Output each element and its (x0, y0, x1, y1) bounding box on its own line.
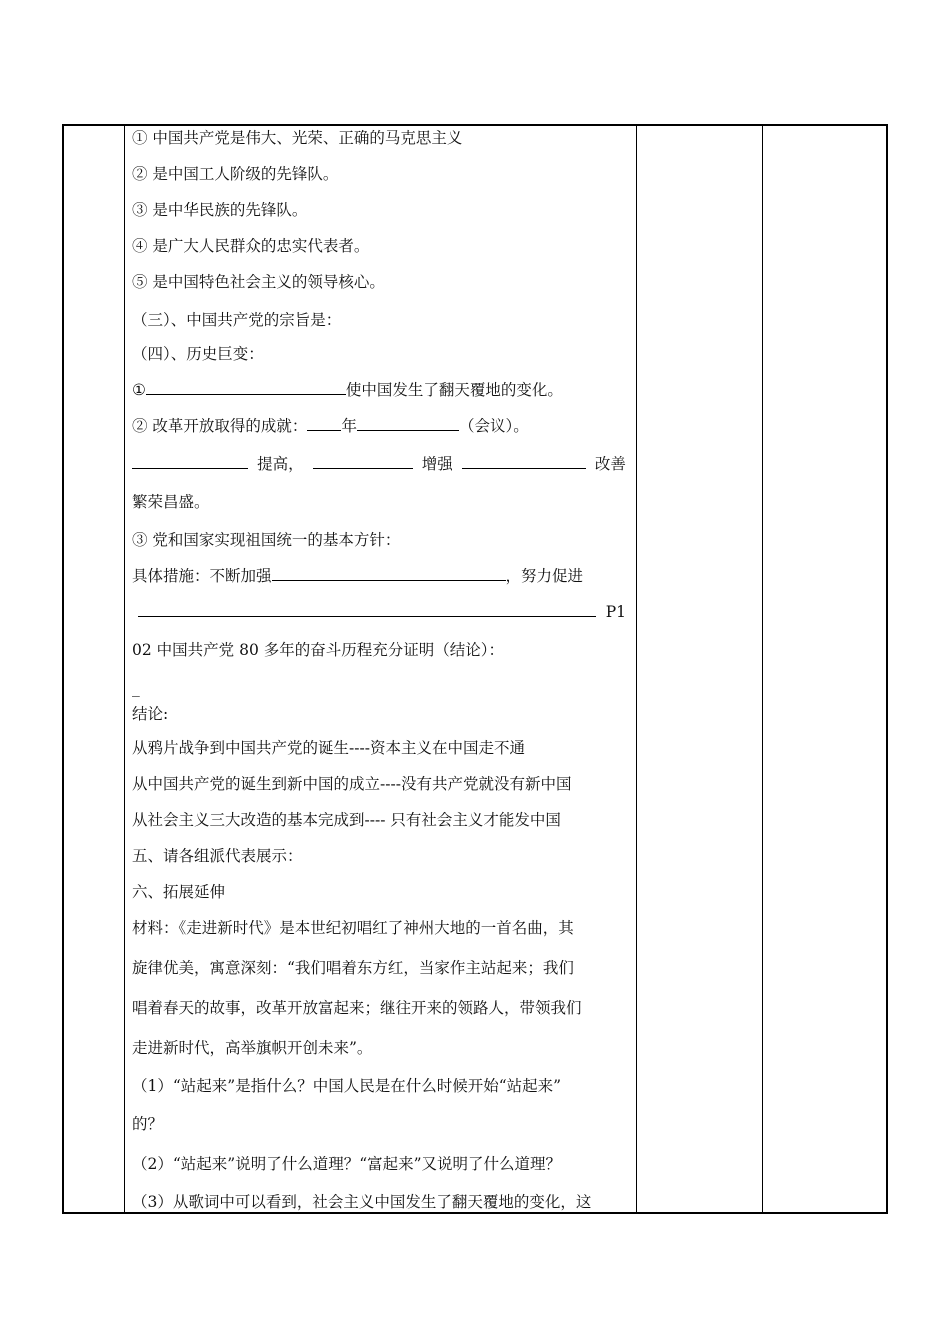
fill-line-3 (132, 454, 626, 474)
material-line-4: 走进新时代，高举旗帜开创未来”。 (132, 1039, 373, 1057)
question-1-cont: 的？ (132, 1115, 164, 1133)
fill-line-1 (132, 380, 563, 400)
year-blank[interactable] (307, 416, 341, 431)
answer-blank[interactable] (146, 380, 346, 395)
point-3: ③ 是中华民族的先锋队。 (132, 201, 308, 219)
conclusion-3: 从社会主义三大改造的基本完成到---- 只有社会主义才能发中国 (132, 811, 561, 829)
section-5-heading: 五、请各组派代表展示： (132, 847, 303, 865)
reunification-heading: ③ 党和国家实现祖国统一的基本方针： (132, 531, 401, 549)
fill-line-3-improve: 提高， (257, 455, 304, 473)
page-ref: P1 (605, 603, 626, 621)
material-line-3: 唱着春天的故事，改革开放富起来；继往开来的领路人，带领我们 (132, 999, 582, 1017)
stray-underscore: _ (132, 679, 140, 697)
measures-promote: ，努力促进 (505, 567, 584, 585)
question-2: （2）“站起来”说明了什么道理？“富起来”又说明了什么道理？ (132, 1155, 562, 1173)
conclusion-1: 从鸦片战争到中国共产党的诞生----资本主义在中国走不通 (132, 739, 525, 757)
long-blank-line (132, 602, 626, 622)
material-line-1: 材料：《走进新时代》是本世纪初唱红了神州大地的一首名曲，其 (132, 919, 574, 937)
fill-line-1-marker: ① (132, 381, 146, 399)
material-line-2: 旋律优美，寓意深刻：“我们唱着东方红，当家作主站起来；我们 (132, 959, 574, 977)
column-divider-3 (762, 126, 763, 1212)
answer-blank[interactable] (313, 454, 413, 469)
fill-line-2-text: ② 改革开放取得的成就： (132, 417, 308, 435)
fill-line-2 (132, 416, 529, 436)
section-4-heading: （四）、历史巨变： (132, 345, 264, 363)
meeting-blank[interactable] (357, 416, 459, 431)
measures-line (132, 566, 583, 586)
answer-blank[interactable] (138, 602, 596, 617)
fill-line-1-text: 使中国发生了翻天覆地的变化。 (345, 381, 563, 399)
prosperity-line: 繁荣昌盛。 (132, 493, 210, 511)
fill-line-2-meeting: （会议）。 (458, 417, 529, 435)
column-divider-1 (124, 126, 125, 1212)
point-5: ⑤ 是中国特色社会主义的领导核心。 (132, 273, 385, 291)
question-3: （3）从歌词中可以看到，社会主义中国发生了翻天覆地的变化，这 (132, 1193, 592, 1211)
fill-line-2-year: 年 (341, 417, 357, 435)
fill-line-3-strengthen: 增强 (421, 455, 453, 473)
section-6-heading: 六、拓展延伸 (132, 883, 226, 901)
answer-blank[interactable] (132, 454, 248, 469)
conclusion-label: 结论: (132, 705, 169, 723)
answer-blank[interactable] (272, 566, 506, 581)
fill-line-3-improve-2: 改善 (594, 455, 626, 473)
point-1: ① 中国共产党是伟大、光荣、正确的马克思主义 (132, 129, 463, 147)
answer-blank[interactable] (462, 454, 586, 469)
point-4: ④ 是广大人民群众的忠实代表者。 (132, 237, 370, 255)
conclusion-2: 从中国共产党的诞生到新中国的成立----没有共产党就没有新中国 (132, 775, 572, 793)
measures-label: 具体措施：不断加强 (132, 567, 272, 585)
question-1: （1）“站起来”是指什么？中国人民是在什么时候开始“站起来” (132, 1077, 562, 1095)
conclusion-prompt: 02 中国共产党 80 多年的奋斗历程充分证明（结论）： (132, 641, 504, 659)
point-2: ② 是中国工人阶级的先锋队。 (132, 165, 339, 183)
section-3-heading: （三）、中国共产党的宗旨是： (132, 311, 342, 329)
column-divider-2 (636, 126, 637, 1212)
